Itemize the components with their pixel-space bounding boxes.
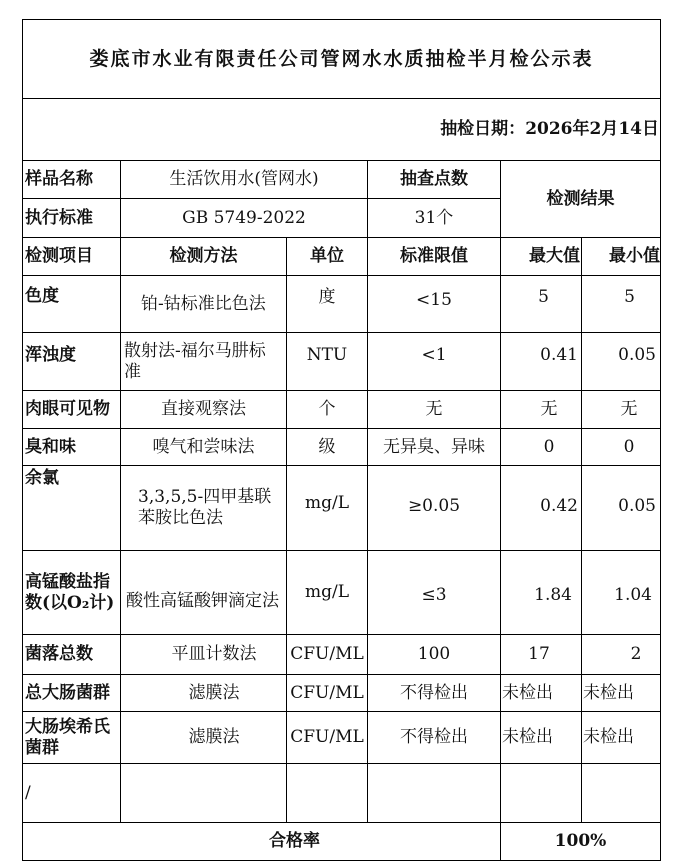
table-border-bottom	[22, 860, 661, 861]
table-row-limit: ≤3	[421, 585, 447, 605]
table-row-item: 余氯	[25, 468, 59, 488]
table-row-max: 未检出	[502, 727, 553, 747]
table-row-min: 0	[623, 436, 635, 457]
table-row-limit: 无	[425, 399, 443, 419]
table-row-limit: <15	[416, 289, 452, 310]
table-row-item: 臭和味	[25, 436, 76, 457]
table-row-limit: 不得检出	[400, 682, 468, 703]
table-row-max: 未检出	[502, 682, 553, 703]
pass-rate-label: 合格率	[269, 831, 320, 851]
table-row-unit: 个	[318, 399, 336, 419]
table-row-limit: <1	[421, 344, 447, 365]
table-row-unit: mg/L	[304, 492, 350, 513]
table-row-unit: mg/L	[304, 581, 350, 602]
col-header-limit: 标准限值	[400, 246, 468, 266]
table-row-max: 0	[543, 436, 555, 457]
table-row-item: /	[25, 782, 31, 803]
table-row-method: 铂-钴标准比色法	[141, 293, 266, 314]
standard-label: 执行标准	[25, 207, 93, 228]
table-row-min: 2	[630, 644, 642, 664]
sample-name-value: 生活饮用水(管网水)	[169, 169, 319, 189]
pass-rate-value: 100%	[554, 831, 607, 851]
table-row-max: 5	[538, 286, 549, 307]
table-row-min: 0.05	[618, 344, 656, 365]
table-row-max: 0.41	[540, 344, 578, 365]
table-row-max	[501, 764, 581, 822]
inspection-date-label: 抽检日期：	[440, 119, 526, 139]
table-row-max: 1.84	[534, 585, 572, 605]
table-row-method: 酸性高锰酸钾滴定法	[126, 590, 279, 611]
table-row-min: 未检出	[583, 682, 634, 703]
table-row-limit	[368, 764, 500, 822]
table-row-unit: 级	[318, 436, 336, 457]
table-row-min: 5	[624, 286, 635, 307]
table-row-method: 嗅气和尝味法	[152, 436, 255, 457]
table-row-max: 无	[540, 399, 558, 419]
table-row-unit: CFU/ML	[290, 727, 364, 747]
table-row-max: 17	[528, 644, 550, 664]
table-row-item: 浑浊度	[25, 344, 76, 365]
table-row-max: 0.42	[540, 495, 578, 516]
table-row-limit: 100	[417, 644, 451, 664]
table-row-unit: 度	[318, 286, 336, 307]
table-row-method: 直接观察法	[161, 399, 246, 419]
col-header-min: 最小值	[609, 246, 660, 266]
inspection-date-value: 2026年2月14日	[525, 119, 659, 139]
table-row-item: 大肠埃希氏 菌群	[25, 716, 110, 758]
table-row-limit: 不得检出	[400, 727, 468, 747]
col-header-unit: 单位	[310, 246, 344, 266]
col-header-max: 最大值	[529, 246, 580, 266]
table-row-unit: CFU/ML	[290, 682, 364, 703]
table-row-method: 散射法-福尔马肼标准	[124, 340, 266, 382]
result-header: 检测结果	[546, 188, 615, 209]
table-row-min: 1.04	[614, 585, 652, 605]
table-row-item: 色度	[25, 285, 59, 306]
table-row-method: 平皿计数法	[171, 644, 257, 664]
col-header-item: 检测项目	[25, 246, 93, 266]
col-header-method: 检测方法	[169, 246, 238, 266]
table-row-method	[121, 764, 286, 822]
table-row-unit: NTU	[306, 344, 348, 365]
table-row-method: 滤膜法	[188, 727, 240, 747]
table-row-min: 未检出	[583, 727, 634, 747]
table-row-min	[582, 764, 660, 822]
table-row-unit: CFU/ML	[290, 644, 364, 664]
table-row-limit: 无异臭、异味	[383, 436, 485, 457]
table-row-item: 总大肠菌群	[25, 682, 110, 703]
table-row-unit	[287, 764, 367, 822]
table-row-item: 高锰酸盐指 数(以O₂计)	[25, 571, 115, 613]
table-row-min: 0.05	[618, 495, 656, 516]
table-row-item: 肉眼可见物	[25, 399, 110, 419]
points-value: 31个	[414, 207, 454, 228]
standard-value: GB 5749-2022	[182, 207, 306, 228]
table-row-method: 滤膜法	[188, 682, 240, 703]
table-row-item: 菌落总数	[25, 644, 93, 664]
sample-name-label: 样品名称	[25, 169, 93, 189]
table-row-limit: ≥0.05	[407, 495, 461, 516]
table-row-method: 3,3,5,5-四甲基联 苯胺比色法	[138, 487, 272, 528]
inspection-date	[22, 99, 659, 160]
table-row-min: 无	[620, 399, 638, 419]
page-title: 娄底市水业有限责任公司管网水水质抽检半月检公示表	[89, 47, 594, 70]
points-label: 抽查点数	[400, 169, 468, 189]
